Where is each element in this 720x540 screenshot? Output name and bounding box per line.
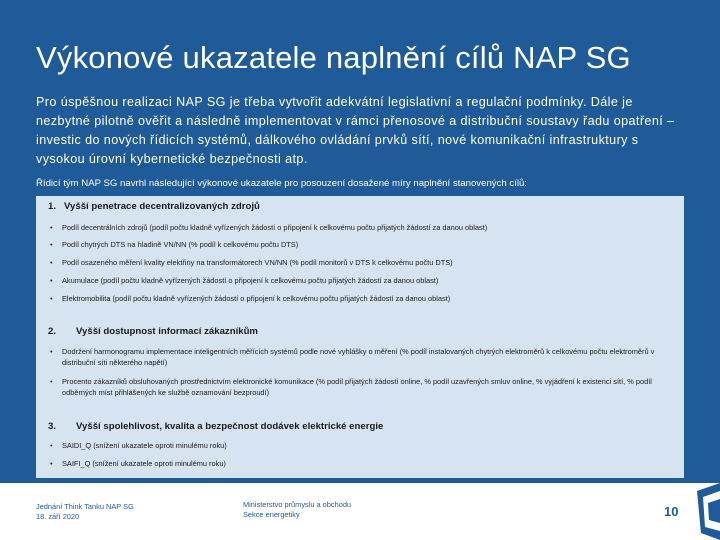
- bullet-icon: •: [50, 258, 53, 267]
- list-item: • Procento zákazníků obsluhovaných prostřednictvím elektronické komunikace (% podíl přijatých žádostí online, % podíl uzavřených smluv online, % vyjádření k existenci sítí, % podíl odběrných míst přihlášených ke službě oznamování bezproudí): [50, 377, 652, 397]
- list-item: • SAIFI_Q (snížení ukazatele oproti minulému roku): [50, 459, 226, 468]
- footer-meeting-title: Jednání Think Tanku NAP SG: [36, 502, 134, 511]
- section-3-heading: [48, 421, 383, 432]
- section-3-title: Vyšší spolehlivost, kvalita a bezpečnost dodávek elektrické energie: [76, 421, 384, 432]
- list-item: • Akumulace (podíl počtu kladně vyřízených žádostí o připojení k celkovému počtu přijatých žádostí za danou oblast): [50, 276, 439, 285]
- list-item: • Podíl osazeného měření kvality elektřiny na transformátorech VN/NN (% podíl monitorů v DTS k celkovému počtu DTS): [50, 258, 453, 267]
- list-item: • SAIDI_Q (snížení ukazatele oproti minulému roku): [50, 441, 227, 450]
- bullet-icon: •: [50, 276, 53, 285]
- list-item: • Podíl decentrálních zdrojů (podíl počtu kladně vyřízených žádostí o připojení k celkovému počtu přijatých žádostí za danou oblast): [50, 223, 488, 232]
- section-3-number: 3.: [48, 421, 57, 432]
- lead-sentence: Řídicí tým NAP SG navrhl následující výkonové ukazatele pro posouzení dosažené míry naplnění stanovených cílů:: [36, 178, 527, 189]
- bullet-icon: •: [50, 459, 53, 468]
- section-1-title: Vyšší penetrace decentralizovaných zdrojů: [64, 201, 260, 212]
- footer-ministry: [243, 500, 351, 520]
- bullet-icon: •: [50, 377, 53, 386]
- bullet-icon: •: [50, 223, 53, 232]
- bullet-icon: •: [50, 441, 53, 450]
- bullet-icon: •: [50, 240, 53, 249]
- section-1-heading: [48, 201, 260, 212]
- footer-ministry-name: Ministerstvo průmyslu a obchodu: [243, 500, 352, 509]
- list-item: • Elektromobilita (podíl počtu kladně vyřízených žádostí o připojení k celkovému počtu přijatých žádostí za danou oblast): [50, 294, 451, 303]
- footer-ministry-section: Sekce energetiky: [243, 510, 300, 519]
- section-1-number: 1.: [48, 201, 57, 212]
- section-2-heading: [48, 326, 258, 337]
- footer-meeting-date: 18. září 2020: [36, 512, 80, 521]
- footer-meeting: [36, 502, 134, 522]
- section-2-number: 2.: [48, 326, 57, 337]
- footer: [0, 483, 720, 540]
- ministry-logo-icon: [691, 483, 720, 540]
- intro-paragraph: Pro úspěšnou realizaci NAP SG je třeba vytvořit adekvátní legislativní a regulační podmínky. Dále je nezbytné pilotně ověřit a následně implementovat v rámci přenosové a distribuční soustavy řadu opatření – investic do nových řídicích systémů, dálkového ovládání prvků sítí, nové komunikační infrastruktury s vysokou úrovní kybernetické bezpečnosti atp.: [36, 95, 675, 166]
- bullet-icon: •: [50, 347, 53, 356]
- section-2-title: Vyšší dostupnost informací zákazníkům: [76, 326, 258, 337]
- page-number: 10: [664, 504, 679, 519]
- slide-title: Výkonové ukazatele naplnění cílů NAP SG: [36, 40, 631, 75]
- list-item: • Dodržení harmonogramu implementace inteligentních měřících systémů podle nové vyhlášky o měření (% podíl instalovaných chytrých elektroměrů k celkovému počtu elektroměrů v distribuční síti některého napětí): [50, 347, 655, 367]
- list-item: • Podíl chytrých DTS na hladině VN/NN (% podíl k celkovému počtu DTS): [50, 240, 299, 249]
- bullet-icon: •: [50, 294, 53, 303]
